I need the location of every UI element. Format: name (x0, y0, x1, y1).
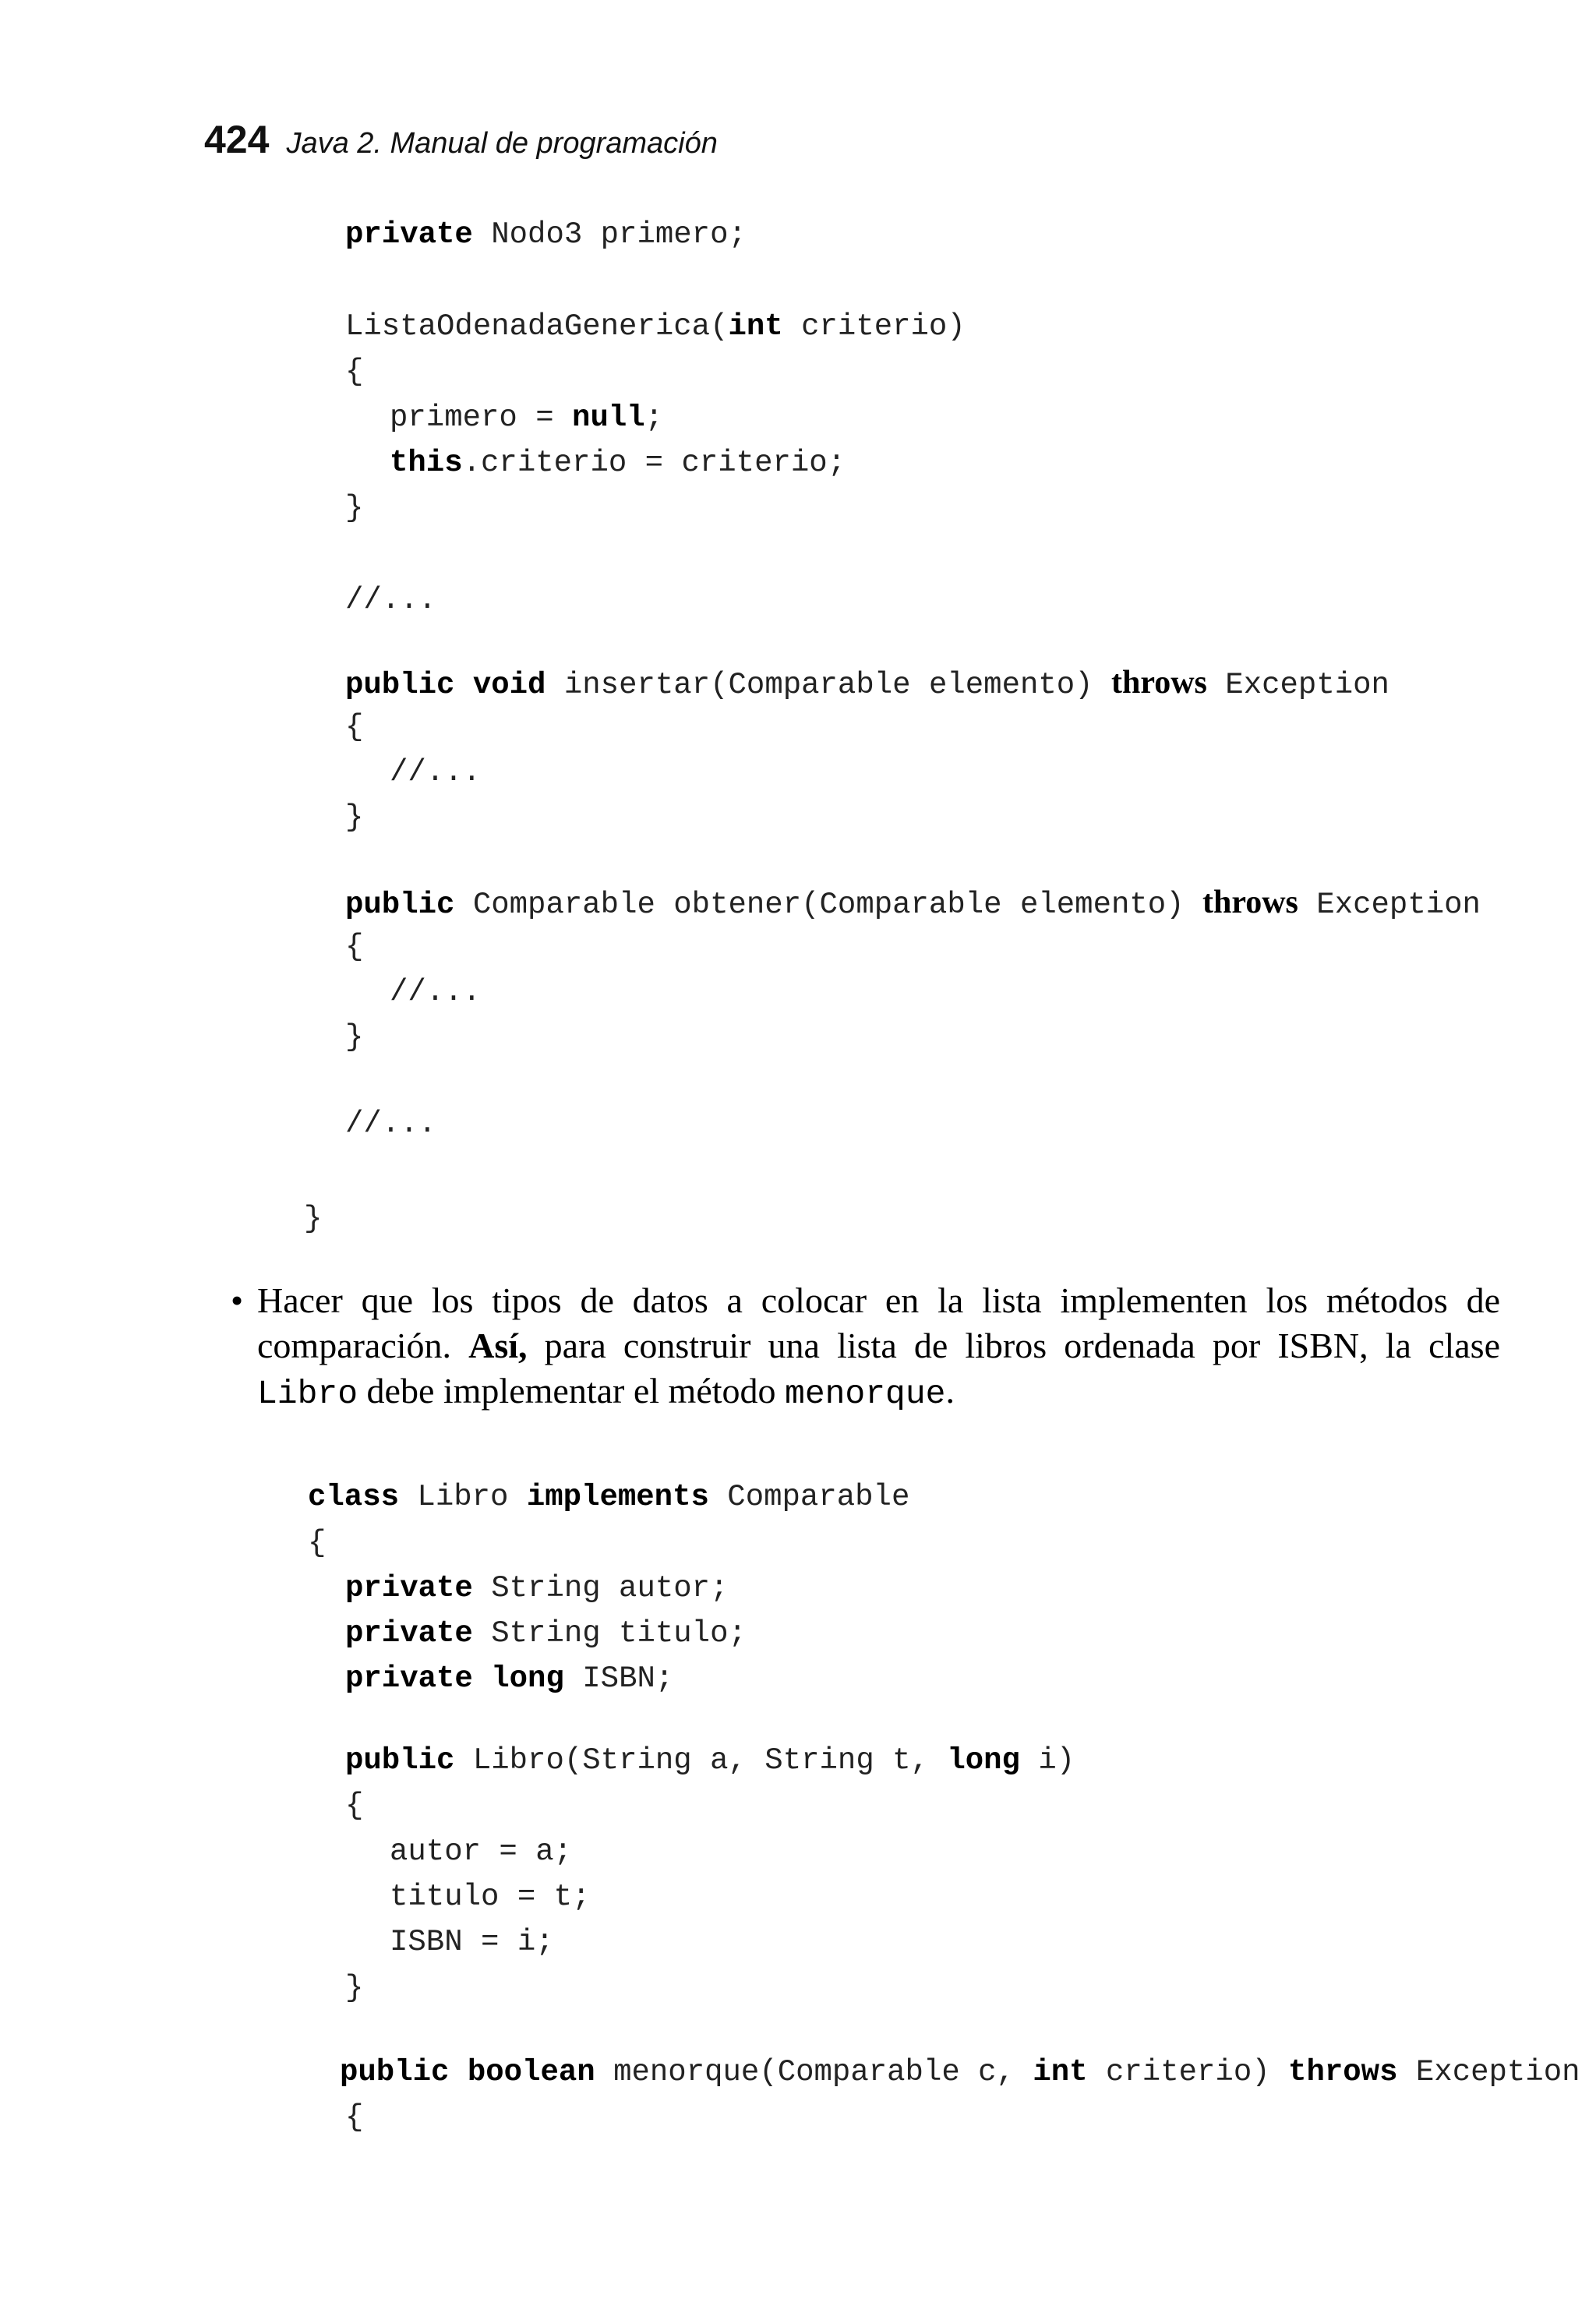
code-line (345, 1661, 674, 1696)
code-line (345, 1109, 436, 1139)
code-keyword: int (728, 309, 783, 344)
code-keyword: int (1033, 2055, 1088, 2089)
code-text: { (345, 2100, 364, 2135)
inline-code: Libro (257, 1375, 358, 1413)
code-text: ISBN = i; (390, 1925, 554, 1959)
code-line (390, 1927, 554, 1958)
code-comment: //... (345, 583, 437, 617)
code-line (345, 357, 363, 387)
code-text: autor = a; (390, 1835, 573, 1869)
code-keyword: public (345, 1743, 455, 1778)
code-line (345, 1743, 1075, 1778)
code-keyword: public (345, 668, 455, 702)
code-keyword: implements (526, 1480, 709, 1514)
code-text: Exception (1397, 2055, 1580, 2089)
code-text: { (308, 1526, 327, 1560)
code-keyword: class (308, 1480, 400, 1514)
paragraph-text: . (945, 1371, 955, 1411)
paragraph-bold-text: Así, (468, 1326, 528, 1365)
code-line (345, 800, 364, 835)
code-text: } (345, 1971, 364, 2005)
code-keyword: long (491, 1661, 564, 1696)
code-line (345, 666, 1389, 701)
code-line (345, 1973, 363, 2004)
code-keyword: private (345, 1616, 473, 1651)
code-line (345, 217, 747, 252)
code-text: Comparable (708, 1480, 910, 1514)
code-text: criterio) (1087, 2055, 1289, 2089)
bullet-paragraph (231, 1278, 1500, 1417)
code-keyword: private (345, 1571, 473, 1605)
code-line (308, 1528, 326, 1559)
code-line (340, 2057, 1580, 2088)
code-line (345, 932, 363, 962)
code-text: i) (1019, 1743, 1075, 1778)
code-line (345, 712, 363, 743)
code-text: { (345, 930, 364, 964)
code-comment: //... (390, 975, 482, 1009)
code-line (390, 757, 481, 788)
code-text: ISBN; (563, 1661, 674, 1696)
code-line (345, 1791, 363, 1821)
page-number: 424 (204, 118, 270, 161)
code-text: ListaOdenadaGenerica( (345, 309, 729, 344)
code-text: } (345, 800, 364, 835)
code-keyword: public (340, 2055, 450, 2089)
code-text: ; (644, 401, 664, 435)
code-line (345, 1573, 728, 1604)
code-text: Exception (1206, 668, 1389, 702)
code-text: primero = (390, 401, 573, 435)
book-title: Java 2. Manual de programación (286, 127, 718, 160)
code-comment: //... (390, 755, 482, 789)
code-text: insertar(Comparable elemento) (546, 668, 1111, 702)
code-text: menorque(Comparable c, (595, 2055, 1033, 2089)
code-line (308, 1482, 909, 1513)
code-line (390, 1882, 590, 1912)
page-header (204, 117, 718, 162)
code-text: String autor; (472, 1571, 729, 1605)
code-line (345, 1616, 747, 1651)
code-keyword: void (472, 668, 546, 702)
code-text: Libro (399, 1480, 527, 1514)
code-keyword: private (345, 1661, 473, 1696)
code-line (345, 1022, 363, 1053)
code-line (390, 403, 663, 433)
paragraph-text: Hacer que los tipos de datos a colocar en la lista implementen los métodos de comparación. (257, 1280, 1500, 1365)
code-text: } (345, 491, 364, 525)
code-comment: //... (345, 1107, 437, 1141)
code-line (345, 309, 966, 344)
code-line (345, 2100, 364, 2135)
code-keyword: throws (1288, 2055, 1398, 2089)
code-keyword: null (572, 401, 645, 435)
code-line (345, 585, 436, 616)
code-keyword: this (390, 446, 463, 480)
code-text: Exception (1298, 888, 1481, 922)
code-line (390, 977, 481, 1008)
code-text: } (345, 1020, 364, 1054)
code-text: } (304, 1202, 323, 1236)
paragraph-text: debe implementar el método (358, 1371, 786, 1411)
code-text: { (345, 710, 364, 744)
code-line (304, 1204, 322, 1234)
code-line (345, 886, 1481, 920)
code-keyword: long (947, 1743, 1020, 1778)
code-keyword: throws (1202, 885, 1298, 920)
code-keyword: public (345, 888, 455, 922)
paragraph-text: para construir una lista de libros ordenada por ISBN, la clase (527, 1326, 1500, 1365)
code-keyword: throws (1111, 665, 1207, 701)
inline-code: menorque (785, 1375, 946, 1413)
code-text: criterio) (782, 309, 966, 344)
code-text: { (345, 355, 364, 389)
code-line (390, 1837, 572, 1867)
code-text: .criterio = criterio; (462, 446, 846, 480)
code-text: Libro(String a, String t, (454, 1743, 948, 1778)
code-keyword: private (345, 217, 473, 252)
code-line (390, 448, 846, 478)
code-text: { (345, 1789, 364, 1823)
code-line (345, 493, 363, 524)
code-text: Nodo3 primero; (472, 217, 747, 252)
code-text: Comparable obtener(Comparable elemento) (454, 888, 1202, 922)
code-text: String titulo; (472, 1616, 747, 1651)
bullet-marker: • (231, 1280, 244, 1320)
code-keyword: boolean (467, 2055, 595, 2089)
code-text: titulo = t; (390, 1880, 591, 1914)
